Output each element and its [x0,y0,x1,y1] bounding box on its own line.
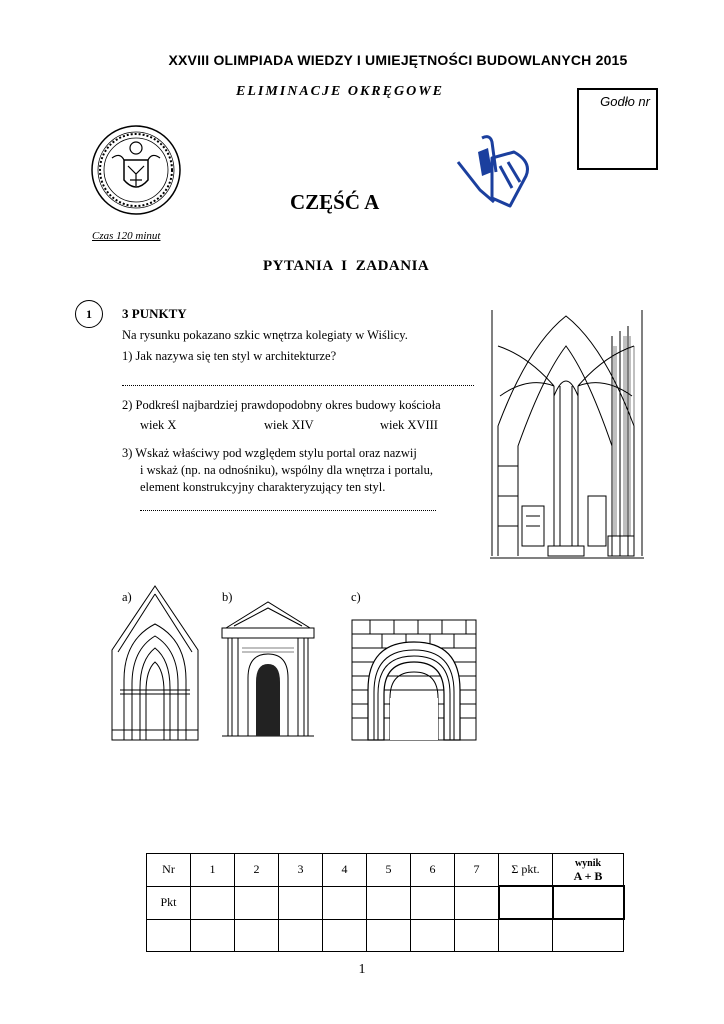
score-cell-5[interactable] [367,886,411,919]
godlo-label: Godło nr [600,94,650,109]
portal-label-c: c) [351,590,361,604]
question-3-line-2: i wskaż (np. na odnośniku), wspólny dla wnętrza i portalu, [140,463,433,477]
portal-label-b: b) [222,590,233,604]
score-extra-cell[interactable] [553,919,624,952]
score-extra-cell[interactable] [191,919,235,952]
portal-b-renaissance-illustration[interactable] [218,598,318,743]
time-limit: Czas 120 minut [92,230,161,242]
score-header-1: 1 [191,854,235,887]
question-points: 3 PUNKTY [122,306,187,321]
option-century-x[interactable]: wiek X [140,418,177,432]
portal-a-gothic-illustration[interactable] [108,580,203,745]
portal-label-a: a) [122,590,132,604]
score-extra-cell[interactable] [411,919,455,952]
score-extra-cell[interactable] [323,919,367,952]
scroll-logo-icon [452,132,537,212]
score-header-wynik [553,854,624,887]
option-century-xviii[interactable]: wiek XVIII [380,418,438,432]
score-cell-2[interactable] [235,886,279,919]
score-cell-6[interactable] [411,886,455,919]
score-table-header-row [147,854,624,887]
score-row-label: Pkt [147,886,191,919]
score-extra-cell[interactable] [367,919,411,952]
answer-line-3[interactable] [140,510,436,511]
score-header-6: 6 [411,854,455,887]
question-1-text: 1) Jak nazywa się ten styl w architekturze? [122,349,337,363]
question-2-text: 2) Podkreśl najbardziej prawdopodobny okres budowy kościoła [122,398,441,412]
score-header-2: 2 [235,854,279,887]
score-table-extra-row [147,919,624,952]
score-header-sum: Σ pkt. [499,854,553,887]
question-3-line-1: 3) Wskaż właściwy pod względem stylu portal oraz nazwij [122,446,417,460]
score-extra-cell[interactable] [455,919,499,952]
olympiad-seal-logo [90,124,182,216]
question-intro: Na rysunku pokazano szkic wnętrza kolegiaty w Wiślicy. [122,328,408,342]
score-header-nr: Nr [147,854,191,887]
question-number-badge: 1 [75,300,103,328]
score-table [146,853,625,952]
portal-c-romanesque-illustration[interactable] [350,618,478,744]
church-interior-illustration [488,306,646,564]
score-cell-sum[interactable] [499,886,553,919]
score-header-5: 5 [367,854,411,887]
answer-line-1[interactable] [122,385,474,386]
score-extra-cell[interactable] [499,919,553,952]
score-header-4: 4 [323,854,367,887]
wynik-label: wynik [574,857,602,869]
score-cell-7[interactable] [455,886,499,919]
score-extra-cell[interactable] [235,919,279,952]
score-cell-3[interactable] [279,886,323,919]
section-title: PYTANIA I ZADANIA [263,258,430,274]
question-3-line-3: element konstrukcyjny charakteryzujący ten styl. [140,480,386,494]
wynik-ab-label: A + B [573,868,603,883]
score-cell-4[interactable] [323,886,367,919]
score-extra-cell[interactable] [147,919,191,952]
option-century-xiv[interactable]: wiek XIV [264,418,314,432]
score-header-7: 7 [455,854,499,887]
score-cell-wynik[interactable] [553,886,624,919]
godlo-box[interactable] [577,88,658,170]
page-number: 1 [358,962,366,977]
score-extra-cell[interactable] [279,919,323,952]
score-table-pkt-row [147,886,624,919]
score-header-3: 3 [279,854,323,887]
score-cell-1[interactable] [191,886,235,919]
stage-subtitle: ELIMINACJE OKRĘGOWE [236,84,444,99]
part-title: CZĘŚĆ A [290,190,380,214]
olympiad-title: XXVIII OLIMPIADA WIEDZY I UMIEJĘTNOŚCI BUDOWLANYCH 2015 [168,52,628,68]
